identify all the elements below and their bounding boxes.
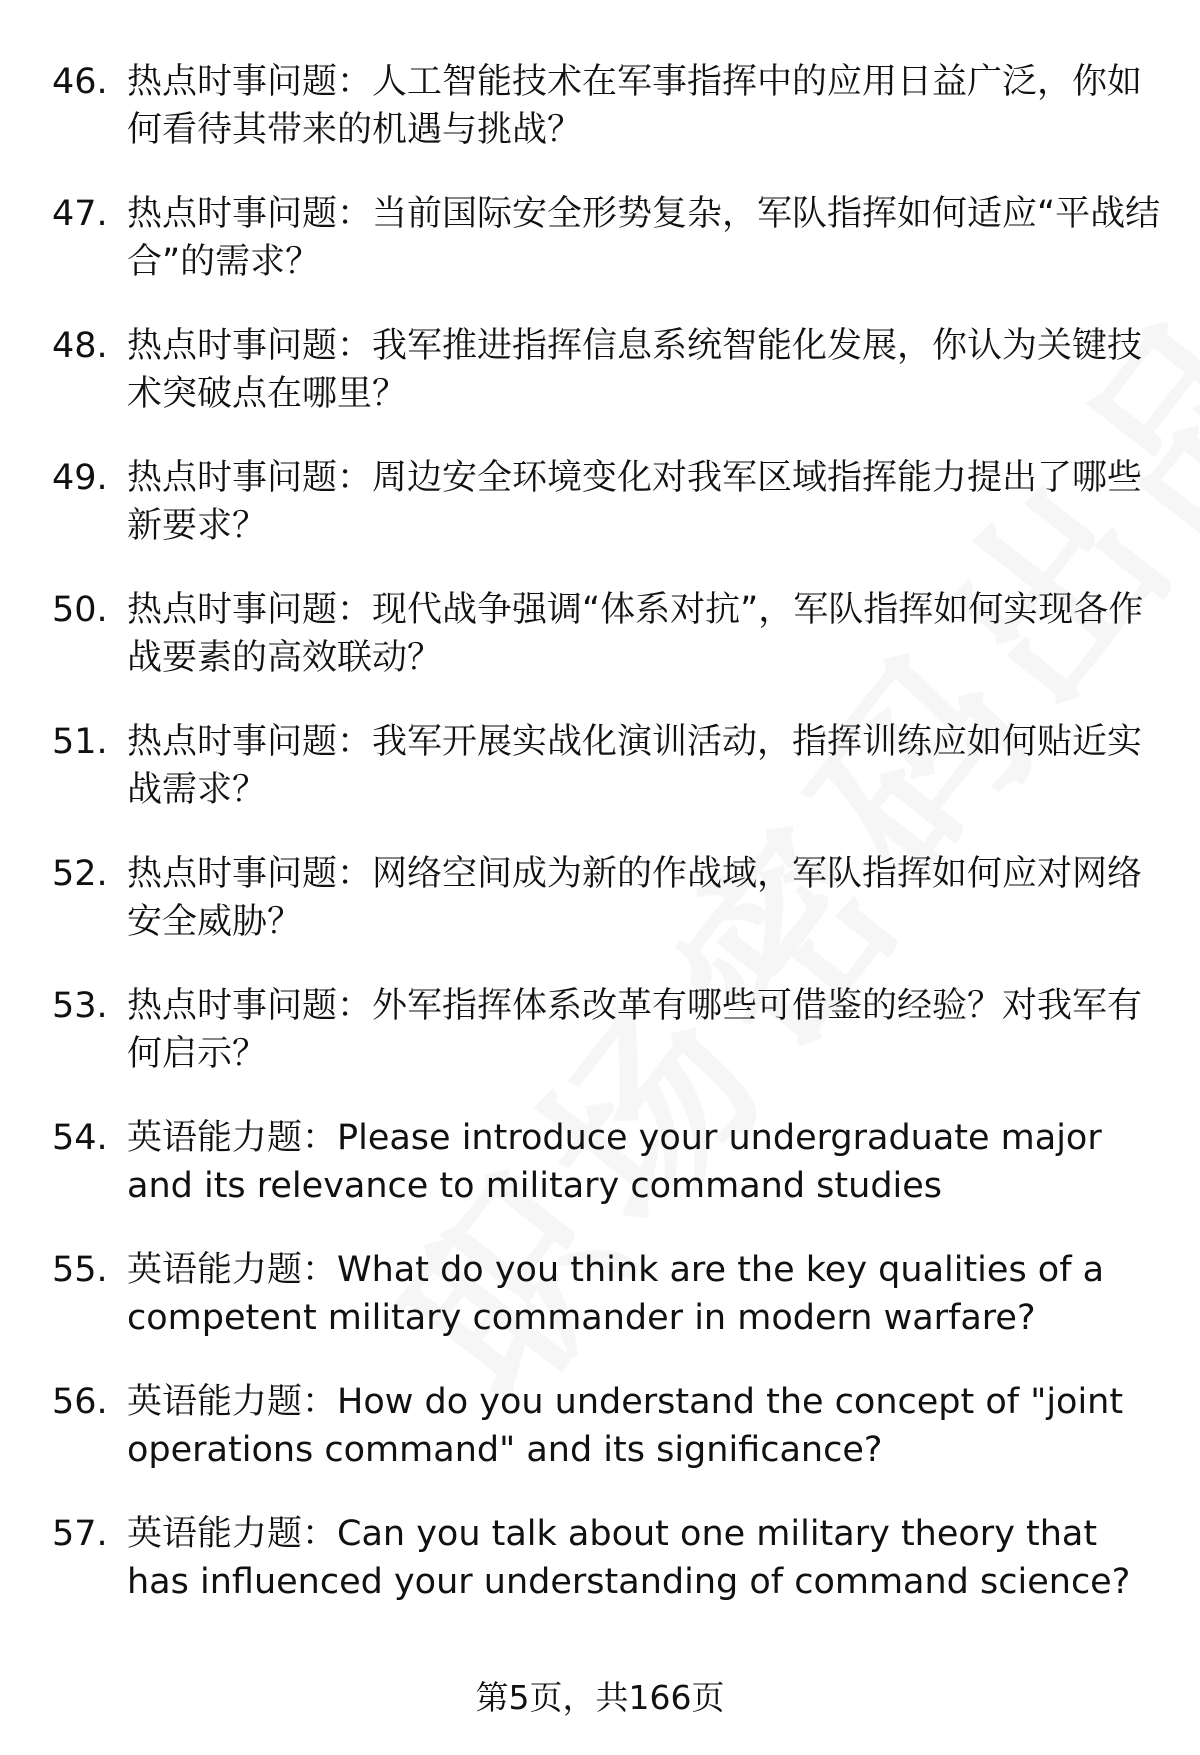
question-number: 49. — [52, 458, 108, 498]
question-item — [52, 454, 1162, 586]
question-number: 57. — [52, 1514, 108, 1554]
question-number: 46. — [52, 62, 108, 102]
question-text: 英语能力题：Please introduce your undergraduate major and its relevance to military command studies — [127, 1118, 1102, 1206]
question-number: 52. — [52, 854, 108, 894]
question-text: 热点时事问题：周边安全环境变化对我军区域指挥能力提出了哪些新要求？ — [127, 458, 1143, 546]
question-number: 50. — [52, 590, 108, 630]
question-item — [52, 1246, 1162, 1378]
question-item — [52, 58, 1162, 190]
question-text: 热点时事问题：网络空间成为新的作战域，军队指挥如何应对网络安全威胁？ — [127, 854, 1143, 942]
question-item — [52, 586, 1162, 718]
question-item — [52, 850, 1162, 982]
question-text: 英语能力题：What do you think are the key qualities of a competent military commander in modern warfare? — [127, 1250, 1105, 1338]
question-item — [52, 1114, 1162, 1246]
question-item — [52, 1510, 1162, 1642]
question-number: 47. — [52, 194, 108, 234]
question-text: 热点时事问题：外军指挥体系改革有哪些可借鉴的经验？对我军有何启示？ — [127, 986, 1143, 1074]
question-number: 56. — [52, 1382, 108, 1422]
question-text: 热点时事问题：我军开展实战化演训活动，指挥训练应如何贴近实战需求？ — [127, 722, 1143, 810]
question-number: 51. — [52, 722, 108, 762]
question-text: 热点时事问题：当前国际安全形势复杂，军队指挥如何适应“平战结合”的需求？ — [127, 194, 1161, 282]
question-item — [52, 982, 1162, 1114]
question-number: 54. — [52, 1118, 108, 1158]
question-item — [52, 718, 1162, 850]
question-number: 53. — [52, 986, 108, 1026]
question-list — [52, 58, 1162, 1642]
question-item — [52, 322, 1162, 454]
question-number: 55. — [52, 1250, 108, 1290]
question-text: 英语能力题：Can you talk about one military theory that has influenced your understanding of command science? — [127, 1514, 1131, 1602]
question-text: 热点时事问题：我军推进指挥信息系统智能化发展，你认为关键技术突破点在哪里？ — [127, 326, 1143, 414]
question-text: 英语能力题：How do you understand the concept of "joint operations command" and its significance? — [127, 1382, 1124, 1470]
question-text: 热点时事问题：人工智能技术在军事指挥中的应用日益广泛，你如何看待其带来的机遇与挑战？ — [127, 62, 1143, 150]
question-item — [52, 1378, 1162, 1510]
page-footer: 第5页，共166页 — [475, 1678, 725, 1717]
question-number: 48. — [52, 326, 108, 366]
question-text: 热点时事问题：现代战争强调“体系对抗”，军队指挥如何实现各作战要素的高效联动？ — [127, 590, 1144, 678]
question-item — [52, 190, 1162, 322]
